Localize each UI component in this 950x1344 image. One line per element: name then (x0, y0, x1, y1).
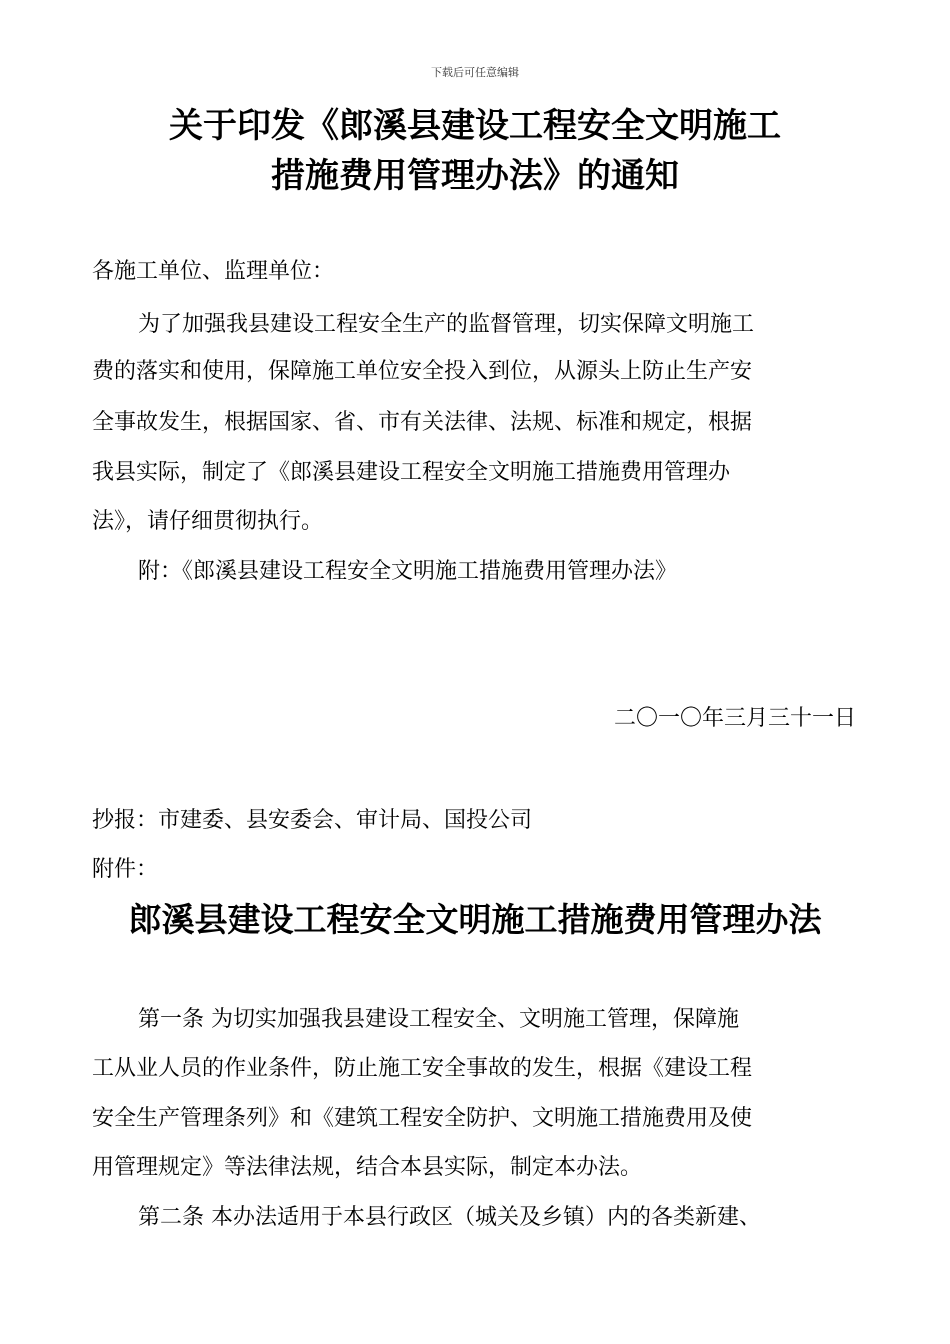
notice-title-line-2: 措施费用管理办法》的通知 (271, 156, 679, 196)
article-line: 第二条 本办法适用于本县行政区（城关及乡镇）内的各类新建、 (138, 1205, 761, 1230)
article-line: 安全生产管理条列》和《建筑工程安全防护、文明施工措施费用及使 (92, 1106, 753, 1131)
salutation: 各施工单位、监理单位： (92, 259, 335, 284)
header-note: 下载后可任意编辑 (431, 66, 519, 79)
notice-title-line-1: 关于印发《郎溪县建设工程安全文明施工 (169, 106, 781, 146)
body-line: 费的落实和使用，保障施工单位安全投入到位，从源头上防止生产安 (92, 359, 753, 384)
issue-date: 二〇一〇年三月三十一日 (613, 706, 856, 731)
article-line: 第一条 为切实加强我县建设工程安全、文明施工管理，保障施 (138, 1007, 739, 1032)
body-line: 法》，请仔细贯彻执行。 (92, 509, 324, 534)
attachment-label: 附件： (92, 857, 159, 882)
attachment-reference: 附：《郎溪县建设工程安全文明施工措施费用管理办法》 (138, 559, 678, 584)
body-line: 我县实际，制定了《郎溪县建设工程安全文明施工措施费用管理办 (92, 460, 731, 485)
cc-line: 抄报：市建委、县安委会、审计局、国投公司 (92, 808, 533, 833)
measures-title: 郎溪县建设工程安全文明施工措施费用管理办法 (128, 900, 822, 939)
article-line: 用管理规定》等法律法规，结合本县实际，制定本办法。 (92, 1155, 643, 1180)
body-line: 全事故发生，根据国家、省、市有关法律、法规、标准和规定，根据 (92, 410, 753, 435)
article-line: 工从业人员的作业条件，防止施工安全事故的发生，根据《建设工程 (92, 1056, 753, 1081)
body-line: 为了加强我县建设工程安全生产的监督管理，切实保障文明施工 (138, 312, 755, 337)
